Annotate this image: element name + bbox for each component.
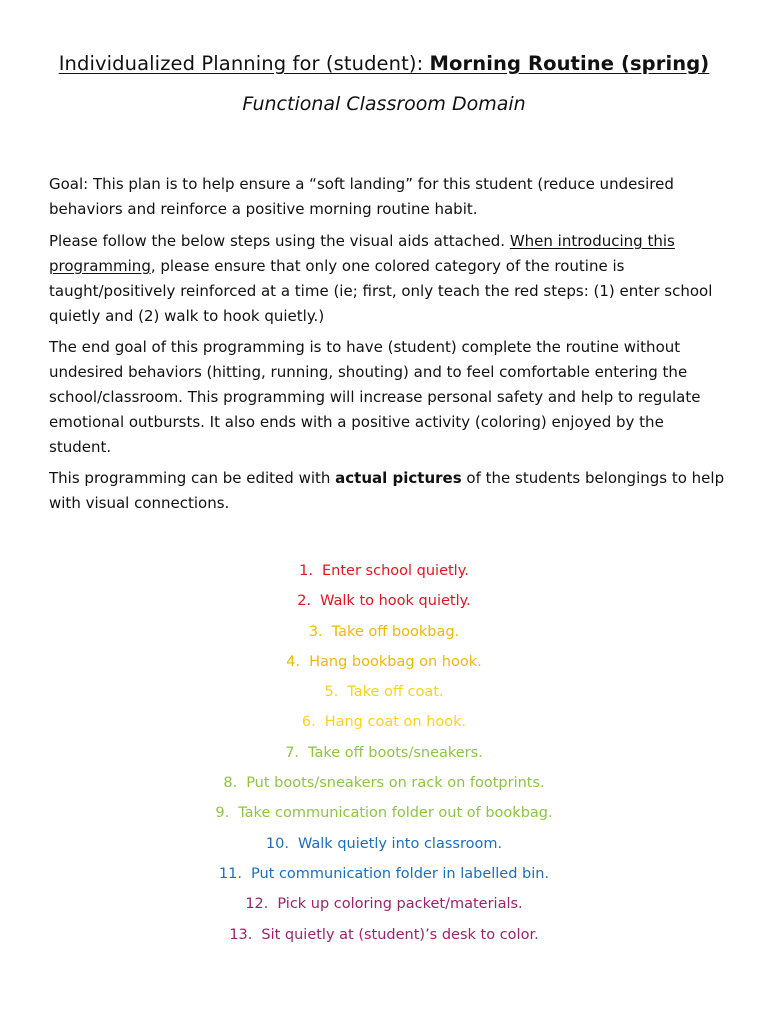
step-text: Take off bookbag. — [331, 623, 460, 640]
step-text: Pick up coloring packet/materials. — [277, 896, 523, 913]
instructions-end: , please ensure that only one colored category of the routine is taught/positively reinforced at a time (ie; first, only teach the red steps: (1) enter school quietly and (2) walk to hook quietly.) — [49, 257, 713, 325]
instructions-paragraph — [49, 229, 729, 329]
step-text: Hang bookbag on hook. — [309, 653, 482, 670]
edit-note-end: of the students belongings to help with visual connections. — [49, 469, 725, 512]
routine-step — [0, 924, 768, 954]
page-title — [0, 52, 768, 75]
page-subtitle: Functional Classroom Domain — [242, 93, 526, 115]
step-text: Hang coat on hook. — [324, 714, 467, 731]
routine-step — [0, 772, 768, 802]
step-number: 11. — [218, 865, 242, 882]
routine-step — [0, 863, 768, 893]
goal-text: Goal: This plan is to help ensure a “soft landing” for this student (reduce undesired behaviors and reinforce a positive morning routine habit. — [49, 175, 674, 218]
routine-step — [0, 681, 768, 711]
end-goal-paragraph — [49, 335, 729, 460]
step-number: 9. — [215, 805, 230, 822]
step-text: Sit quietly at (student)’s desk to color. — [261, 926, 539, 943]
routine-step — [0, 621, 768, 651]
goal-paragraph — [49, 172, 729, 222]
step-text: Take off boots/sneakers. — [308, 744, 483, 761]
edit-note-text — [49, 466, 729, 516]
edit-note-paragraph — [49, 466, 729, 516]
instructions-underlined: When introducing this programming — [49, 232, 675, 275]
routine-step — [0, 893, 768, 923]
instructions-start: Please follow the below steps using the visual aids attached. — [49, 232, 510, 250]
step-text: Take off coat. — [347, 684, 444, 701]
step-number: 2. — [297, 593, 312, 610]
step-number: 10. — [265, 835, 289, 852]
step-number: 1. — [299, 563, 314, 579]
instructions-text — [49, 229, 729, 329]
step-text: Put boots/sneakers on rack on footprints. — [246, 775, 545, 792]
title-emphasis: Morning Routine (spring) — [429, 52, 710, 75]
routine-step — [0, 802, 768, 832]
step-text: Walk to hook quietly. — [320, 593, 471, 610]
routine-steps-list — [0, 560, 768, 954]
step-number: 8. — [223, 775, 238, 792]
step-text: Put communication folder in labelled bin. — [250, 865, 550, 882]
step-text: Take communication folder out of bookbag. — [238, 805, 553, 822]
step-number: 12. — [245, 896, 269, 913]
step-number: 13. — [229, 926, 253, 943]
edit-note-start: This programming can be edited with — [49, 469, 336, 487]
routine-step — [0, 560, 768, 590]
step-number: 7. — [285, 744, 300, 761]
routine-step — [0, 742, 768, 772]
edit-note-bold: actual pictures — [335, 469, 462, 487]
step-number: 6. — [301, 714, 316, 731]
routine-step — [0, 651, 768, 681]
end-goal-text: The end goal of this programming is to have (student) complete the routine without undesired behaviors (hitting, running, shouting) and to feel comfortable entering the school/classroom. This programming will increase personal safety and help to regulate emotional outbursts. It also ends with a positive activity (coloring) enjoyed by the student. — [49, 338, 701, 456]
routine-step — [0, 711, 768, 741]
step-text: Enter school quietly. — [322, 563, 469, 579]
step-number: 5. — [324, 684, 339, 701]
step-number: 4. — [286, 653, 301, 670]
routine-step — [0, 590, 768, 620]
title-prefix: Individualized Planning for (student): — [58, 52, 430, 75]
step-text: Walk quietly into classroom. — [297, 835, 503, 852]
step-number: 3. — [308, 623, 323, 640]
routine-step — [0, 833, 768, 863]
